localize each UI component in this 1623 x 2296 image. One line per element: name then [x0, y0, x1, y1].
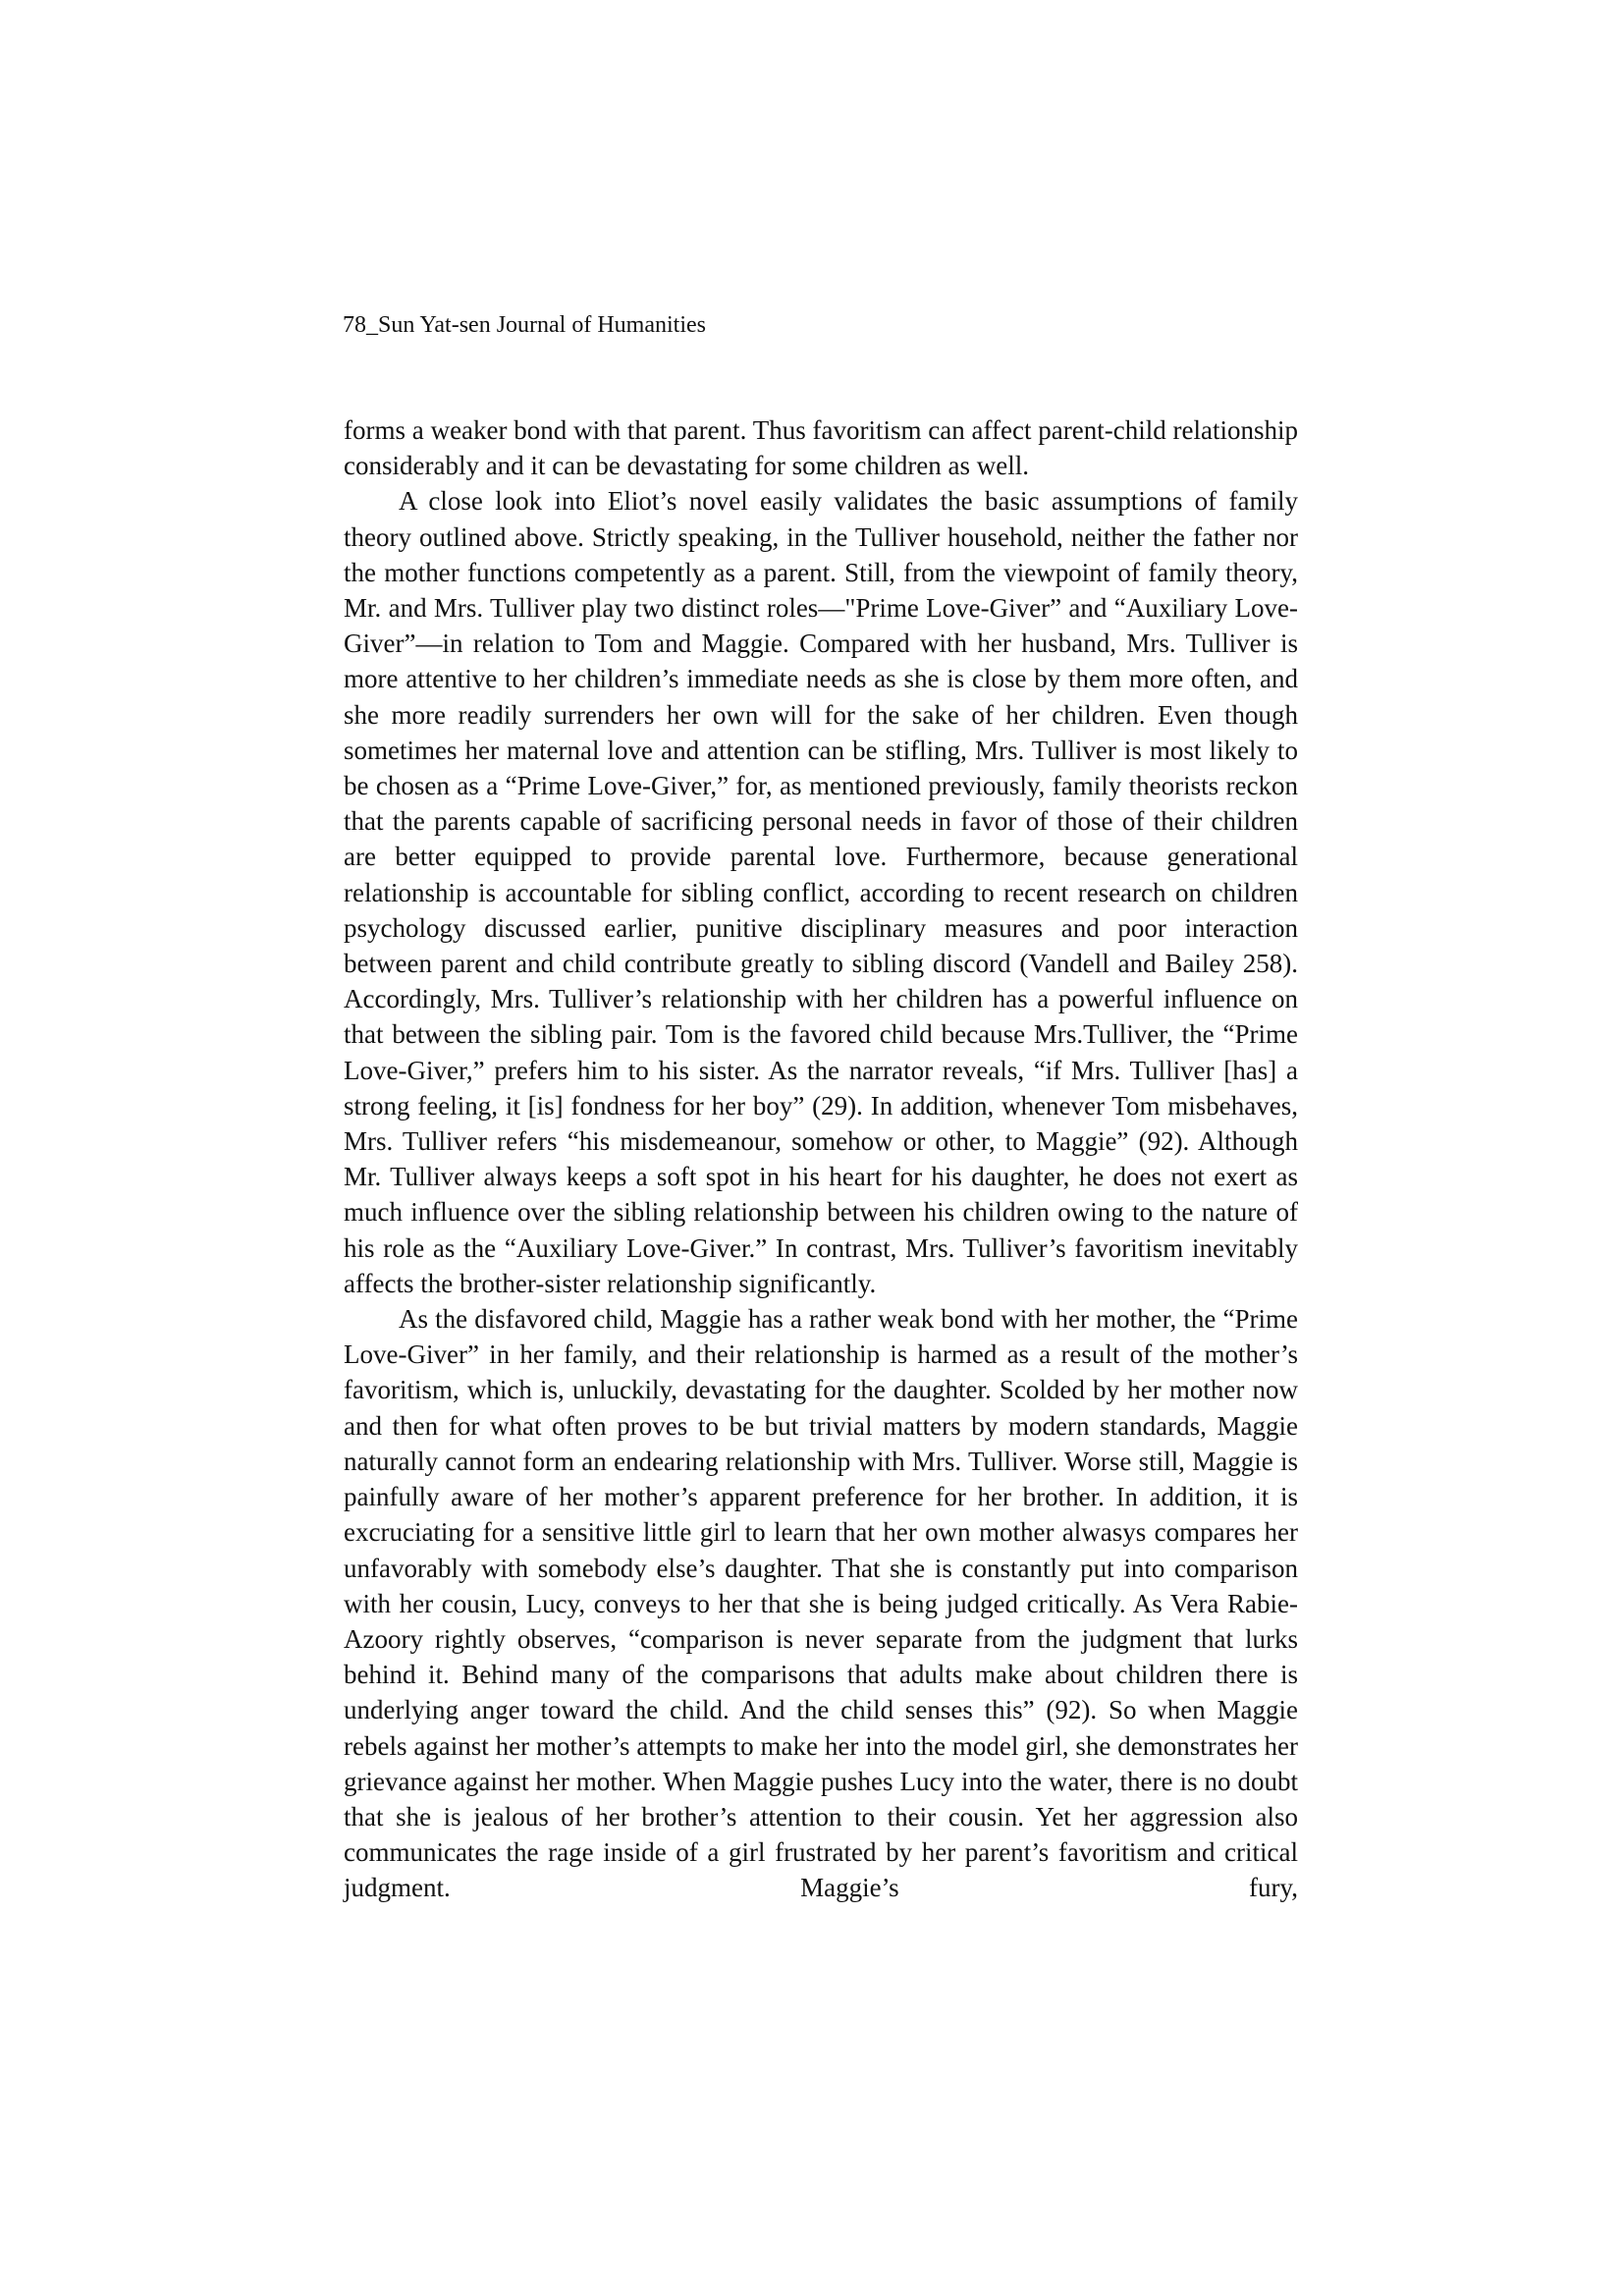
paragraph-continued: forms a weaker bond with that parent. Thus favoritism can affect parent-child relationship considerably and it can be devastating for some children as well. — [344, 415, 1298, 481]
article-body — [344, 412, 1298, 1906]
running-head: 78_Sun Yat-sen Journal of Humanities — [343, 312, 706, 338]
paragraph-disfavored-child: As the disfavored child, Maggie has a rather weak bond with her mother, the “Prime Love-Giver” in her family, and their relationship is harmed as a result of the mother’s favoritism, which is, unluckily, devastating for the daughter. Scolded by her mother now and then for what often proves to be but trivial matters by modern standards, Maggie naturally cannot form an endearing relationship with Mrs. Tulliver. Worse still, Maggie is painfully aware of her mother’s apparent preference for her brother. In addition, it is excruciating for a sensitive little girl to learn that her own mother alwasys compares her unfavorably with somebody else’s daughter. That she is constantly put into comparison with her cousin, Lucy, conveys to her that she is being judged critically. As Vera Rabie-Azoory rightly observes, “comparison is never separate from the judgment that lurks behind it. Behind many of the comparisons that adults make about children there is underlying anger toward the child. And the child senses this” (92). So when Maggie rebels against her mother’s attempts to make her into the model girl, she demonstrates her grievance against her mother. When Maggie pushes Lucy into the water, there is no doubt that she is jealous of her brother’s attention to their cousin. Yet her aggression also communicates the rage inside of a girl frustrated by her parent’s favoritism and critical judgment. Maggie’s fury, — [344, 1304, 1298, 1903]
paragraph-family-theory: A close look into Eliot’s novel easily validates the basic assumptions of family theory outlined above. Strictly speaking, in the Tulliver household, neither the father nor the mother functions competently as a parent. Still, from the viewpoint of family theory, Mr. and Mrs. Tulliver play two distinct roles—"Prime Love-Giver” and “Auxiliary Love-Giver”—in relation to Tom and Maggie. Compared with her husband, Mrs. Tulliver is more attentive to her children’s immediate needs as she is close by them more often, and she more readily surrenders her own will for the sake of her children. Even though sometimes her maternal love and attention can be stifling, Mrs. Tulliver is most likely to be chosen as a “Prime Love-Giver,” for, as mentioned previously, family theorists reckon that the parents capable of sacrificing personal needs in favor of those of their children are better equipped to provide parental love. Furthermore, because generational relationship is accountable for sibling conflict, according to recent research on children psychology discussed earlier, punitive disciplinary measures and poor interaction between parent and child contribute greatly to sibling discord (Vandell and Bailey 258). Accordingly, Mrs. Tulliver’s relationship with her children has a powerful influence on that between the sibling pair. Tom is the favored child because Mrs.Tulliver, the “Prime Love-Giver,” prefers him to his sister. As the narrator reveals, “if Mrs. Tulliver [has] a strong feeling, it [is] fondness for her boy” (29). In addition, whenever Tom misbehaves, Mrs. Tulliver refers “his misdemeanour, somehow or other, to Maggie” (92). Although Mr. Tulliver always keeps a soft spot in his heart for his daughter, he does not exert as much influence over the sibling relationship between his children owing to the nature of his role as the “Auxiliary Love-Giver.” In contrast, Mrs. Tulliver’s favoritism inevitably affects the brother-sister relationship significantly. — [344, 486, 1298, 1298]
